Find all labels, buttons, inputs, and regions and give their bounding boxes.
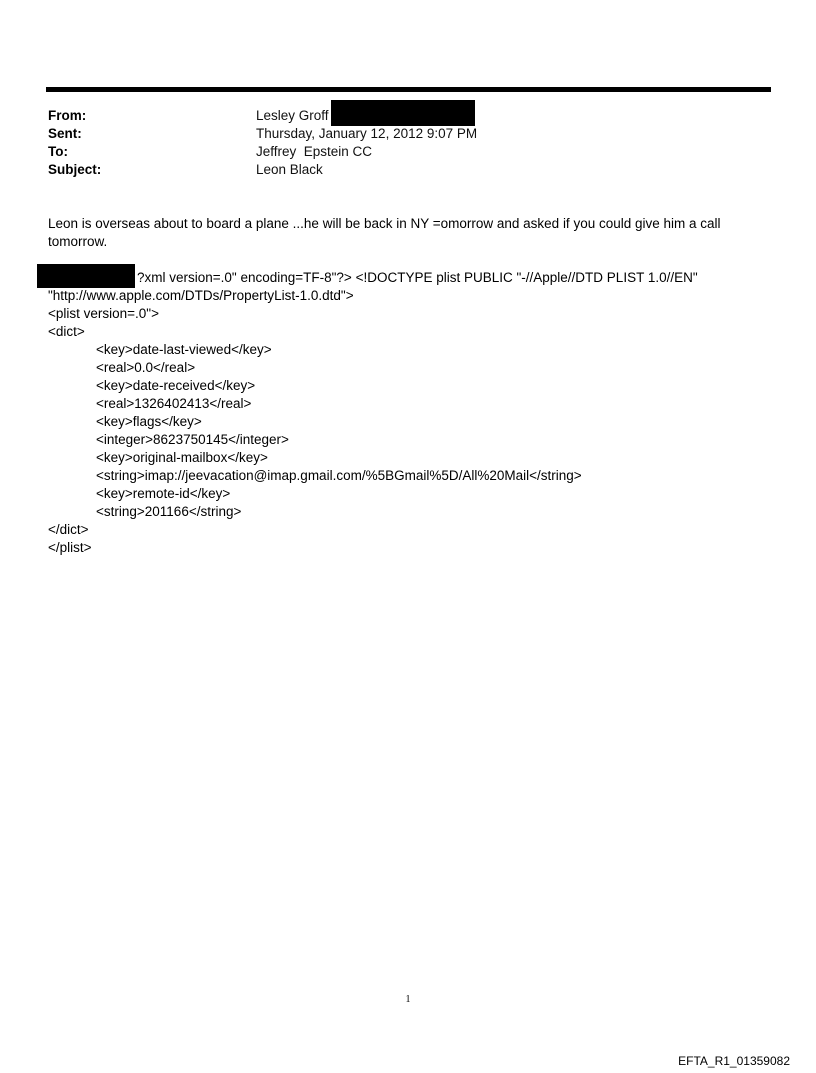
xml-line: <key>original-mailbox</key> xyxy=(96,450,268,465)
subject-label: Subject: xyxy=(48,162,102,177)
xml-declaration-line xyxy=(48,269,768,287)
from-value xyxy=(256,107,475,126)
xml-line: <plist version=.0"> xyxy=(48,306,159,321)
xml-line: <string>201166</string> xyxy=(96,504,242,519)
plist-xml xyxy=(48,269,768,557)
xml-line: "http://www.apple.com/DTDs/PropertyList-1.0.dtd"> xyxy=(48,288,354,303)
to-label: To: xyxy=(48,144,68,159)
from-name: Lesley Groff xyxy=(256,108,329,123)
subject-value: Leon Black xyxy=(256,162,323,177)
xml-line: </dict> xyxy=(48,522,89,537)
from-row xyxy=(48,107,748,125)
from-label: From: xyxy=(48,108,87,123)
xml-line: </plist> xyxy=(48,540,92,555)
xml-line: <key>date-last-viewed</key> xyxy=(96,342,272,357)
xml-line: <string>imap://jeevacation@imap.gmail.com/%5BGmail%5D/All%20Mail</string> xyxy=(96,468,582,483)
xml-line: <dict> xyxy=(48,324,85,339)
page-number: 1 xyxy=(405,994,411,1005)
xml-line-text: ?xml version=.0" encoding=TF-8"?> <!DOCTYPE plist PUBLIC "-//Apple//DTD PLIST 1.0//EN" xyxy=(137,270,698,285)
to-value: Jeffrey Epstein CC xyxy=(256,144,373,159)
document-id: EFTA_R1_01359082 xyxy=(678,1054,790,1068)
subject-row xyxy=(48,161,748,179)
redaction-box xyxy=(331,100,475,126)
to-row xyxy=(48,143,748,161)
sent-label: Sent: xyxy=(48,126,82,141)
xml-line: <key>flags</key> xyxy=(96,414,202,429)
email-header xyxy=(48,107,748,179)
xml-line: <real>0.0</real> xyxy=(96,360,196,375)
header-rule xyxy=(46,87,771,92)
sent-value: Thursday, January 12, 2012 9:07 PM xyxy=(256,126,478,141)
xml-line: <real>1326402413</real> xyxy=(96,396,252,411)
xml-line: <key>remote-id</key> xyxy=(96,486,231,501)
email-body: Leon is overseas about to board a plane ...he will be back in NY =omorrow and asked if you could give him a call tomorrow. xyxy=(48,216,721,249)
xml-line: <key>date-received</key> xyxy=(96,378,256,393)
sent-row xyxy=(48,125,748,143)
xml-line: <integer>8623750145</integer> xyxy=(96,432,289,447)
redaction-box xyxy=(37,264,135,288)
